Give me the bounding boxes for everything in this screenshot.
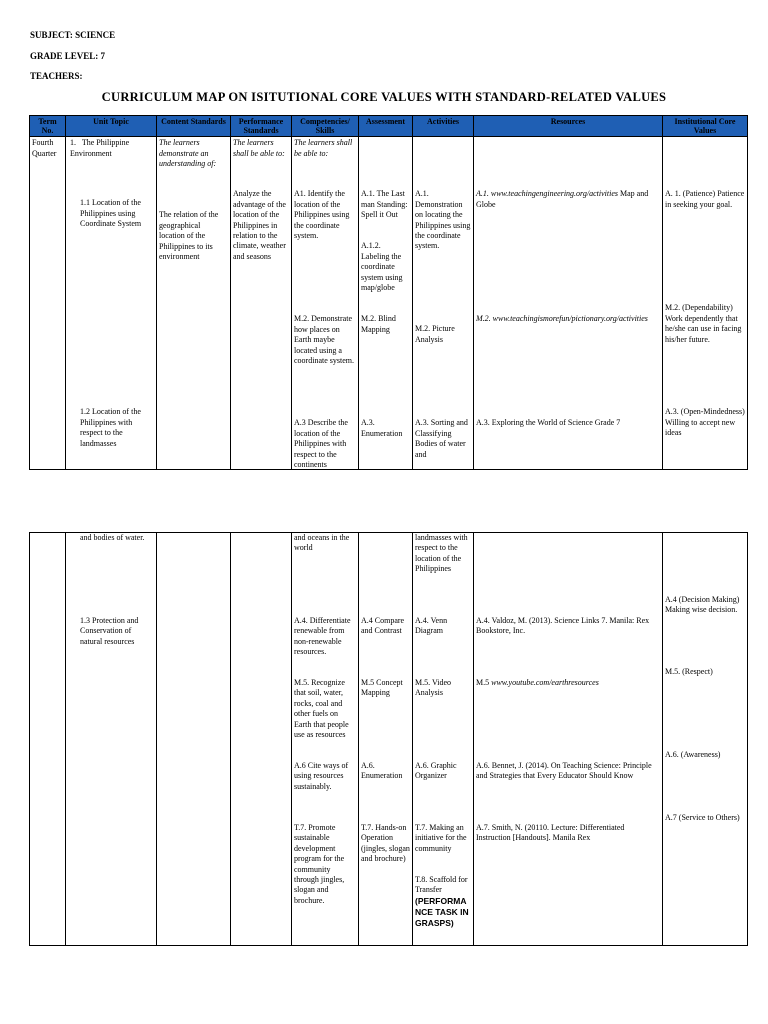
activities-cell-2	[413, 533, 474, 946]
col-competencies-header: Competencies/ Skills	[292, 116, 359, 137]
term-cell-2	[30, 533, 66, 946]
topic-1-3: 1.3 Protection and Conservation of natural resources	[80, 616, 139, 646]
activity-t7: T.7. Making an initiative for the community	[415, 823, 467, 853]
unit-main: 1. The Philippine Environment	[70, 138, 132, 158]
activity-a4: A.4. Venn Diagram	[415, 616, 448, 636]
competency-a1: A1. Identify the location of the Philippines using the coordinate system.	[294, 189, 350, 240]
core-values-cell	[663, 137, 748, 470]
content-standards-cell-2	[157, 533, 231, 946]
col-resources-header: Resources	[474, 116, 663, 137]
competency-a6: A.6 Cite ways of using resources sustainably.	[294, 761, 349, 791]
resource-a1-rest: Map and Globe	[476, 189, 649, 209]
activity-a6: A.6. Graphic Organizer	[415, 761, 457, 781]
assessment-a12: A.1.2. Labeling the coordinate system using map/globe	[361, 241, 403, 292]
resources-cell	[474, 137, 663, 470]
value-m2: M.2. (Dependability) Work dependently that he/she can use in facing his/her future.	[665, 303, 742, 344]
value-a3: A.3. (Open-Mindedness) Willing to accept new ideas	[665, 407, 745, 438]
term-cell	[30, 137, 66, 470]
topic-1-2: 1.2 Location of the Philippines with respect to the landmasses	[80, 407, 141, 448]
grade-level-label: GRADE LEVEL: 7	[30, 51, 106, 61]
activity-continued: landmasses with respect to the location of the Philippines	[415, 533, 468, 574]
resource-a3: A.3. Exploring the World of Science Grade 7	[476, 418, 621, 428]
performance-intro: The learners shall be able to:	[233, 138, 285, 158]
curriculum-table-page-1	[29, 115, 748, 470]
teachers-label: TEACHERS:	[30, 71, 83, 81]
value-a7: A.7 (Service to Others)	[665, 813, 740, 822]
activity-t8: T.8. Scaffold for Transfer	[415, 875, 468, 895]
assessment-cell-2	[359, 533, 413, 946]
assessment-a3: A.3. Enumeration	[361, 418, 403, 438]
col-assessment-header: Assessment	[359, 116, 413, 137]
content-intro: The learners demonstrate an understanding of:	[159, 138, 217, 169]
col-core-values-header: Institutional Core Values	[663, 116, 748, 137]
subject-label: SUBJECT: SCIENCE	[30, 30, 116, 40]
activity-m2: M.2. Picture Analysis	[415, 324, 455, 344]
col-activities-header: Activities	[413, 116, 474, 137]
competency-t7: T.7. Promote sustainable development program for the community through jingles, slogan and brochure.	[294, 823, 345, 905]
col-term-header: Term No.	[30, 116, 66, 137]
resource-a6: A.6. Bennet, J. (2014). On Teaching Science: Principle and Strategies that Every Educator Should Know	[476, 761, 652, 781]
performance-standards-cell	[231, 137, 292, 470]
term-value: Fourth Quarter	[32, 138, 57, 158]
performance-task-label: (PERFORMANCE TASK IN GRASPS)	[415, 896, 469, 929]
activity-a1: A.1. Demonstration on locating the Philippines using the coordinate system.	[415, 189, 471, 251]
curriculum-table-page-2	[29, 532, 748, 946]
content-1-1: The relation of the geographical location of the Philippines to its environment	[159, 210, 219, 261]
activity-m5: M.5. Video Analysis	[415, 678, 452, 698]
performance-standards-cell-2	[231, 533, 292, 946]
resource-m5	[476, 678, 660, 688]
assessment-m2: M.2. Blind Mapping	[361, 314, 396, 334]
resource-a7: A.7. Smith, N. (20110. Lecture: Differentiated Instruction [Handouts]. Manila Rex	[476, 823, 625, 843]
col-performance-standards-header: Performance Standards	[231, 116, 292, 137]
resource-a1-link: A.1. www.teachingengineering.org/activities	[476, 189, 618, 199]
assessment-cell	[359, 137, 413, 470]
col-unit-topic-header: Unit Topic	[66, 116, 157, 137]
content-standards-cell	[157, 137, 231, 470]
topic-continued: and bodies of water.	[80, 533, 145, 542]
col-content-standards-header: Content Standards	[157, 116, 231, 137]
assessment-a4: A.4 Compare and Contrast	[361, 616, 405, 636]
performance-1-1: Analyze the advantage of the location of the Philippines in relation to the climate, weather and seasons	[233, 189, 286, 261]
competency-intro: The learners shall be able to:	[294, 138, 353, 158]
resource-m2: M.2. www.teachingismorefun/pictionary.org/activities	[476, 314, 648, 324]
value-a6: A.6. (Awareness)	[665, 750, 721, 759]
competency-a3: A.3 Describe the location of the Philippines with respect to the continents	[294, 418, 348, 469]
resource-m5-label: M.5	[476, 678, 492, 687]
competencies-cell	[292, 137, 359, 470]
activity-a3: A.3. Sorting and Classifying Bodies of water and	[415, 418, 468, 459]
resource-m5-link: www.youtube.com/earthresources	[491, 678, 599, 687]
assessment-a6: A.6. Enumeration	[361, 761, 403, 781]
value-a4: A.4 (Decision Making) Making wise decision.	[665, 595, 740, 615]
page-title: CURRICULUM MAP ON ISITUTIONAL CORE VALUES WITH STANDARD-RELATED VALUES	[101, 90, 667, 104]
value-a1: A. 1. (Patience) Patience in seeking your goal.	[665, 189, 745, 209]
competencies-cell-2	[292, 533, 359, 946]
resource-a4: A.4. Valdoz, M. (2013). Science Links 7. Manila: Rex Bookstore, Inc.	[476, 616, 650, 636]
competency-m5: M.5. Recognize that soil, water, rocks, coal and other fuels on Earth that people use as resources	[294, 678, 349, 739]
topic-1-1: 1.1 Location of the Philippines using Coordinate System	[80, 198, 142, 229]
assessment-t7: T.7. Hands-on Operation (jingles, slogan and brochure)	[361, 823, 410, 864]
unit-topic-cell-2	[66, 533, 157, 946]
resources-cell-2	[474, 533, 663, 946]
competency-continued: and oceans in the world	[294, 533, 350, 553]
core-values-cell-2	[663, 533, 748, 946]
competency-m2: M.2. Demonstrate how places on Earth maybe located using a coordinate system.	[294, 314, 354, 365]
unit-topic-cell	[66, 137, 157, 470]
assessment-a1: A.1. The Last man Standing: Spell it Out	[361, 189, 408, 220]
resource-a1	[476, 189, 660, 210]
value-m5: M.5. (Respect)	[665, 667, 713, 676]
competency-a4: A.4. Differentiate renewable from non-renewable resources.	[294, 616, 351, 657]
activities-cell	[413, 137, 474, 470]
assessment-m5: M.5 Concept Mapping	[361, 678, 403, 698]
